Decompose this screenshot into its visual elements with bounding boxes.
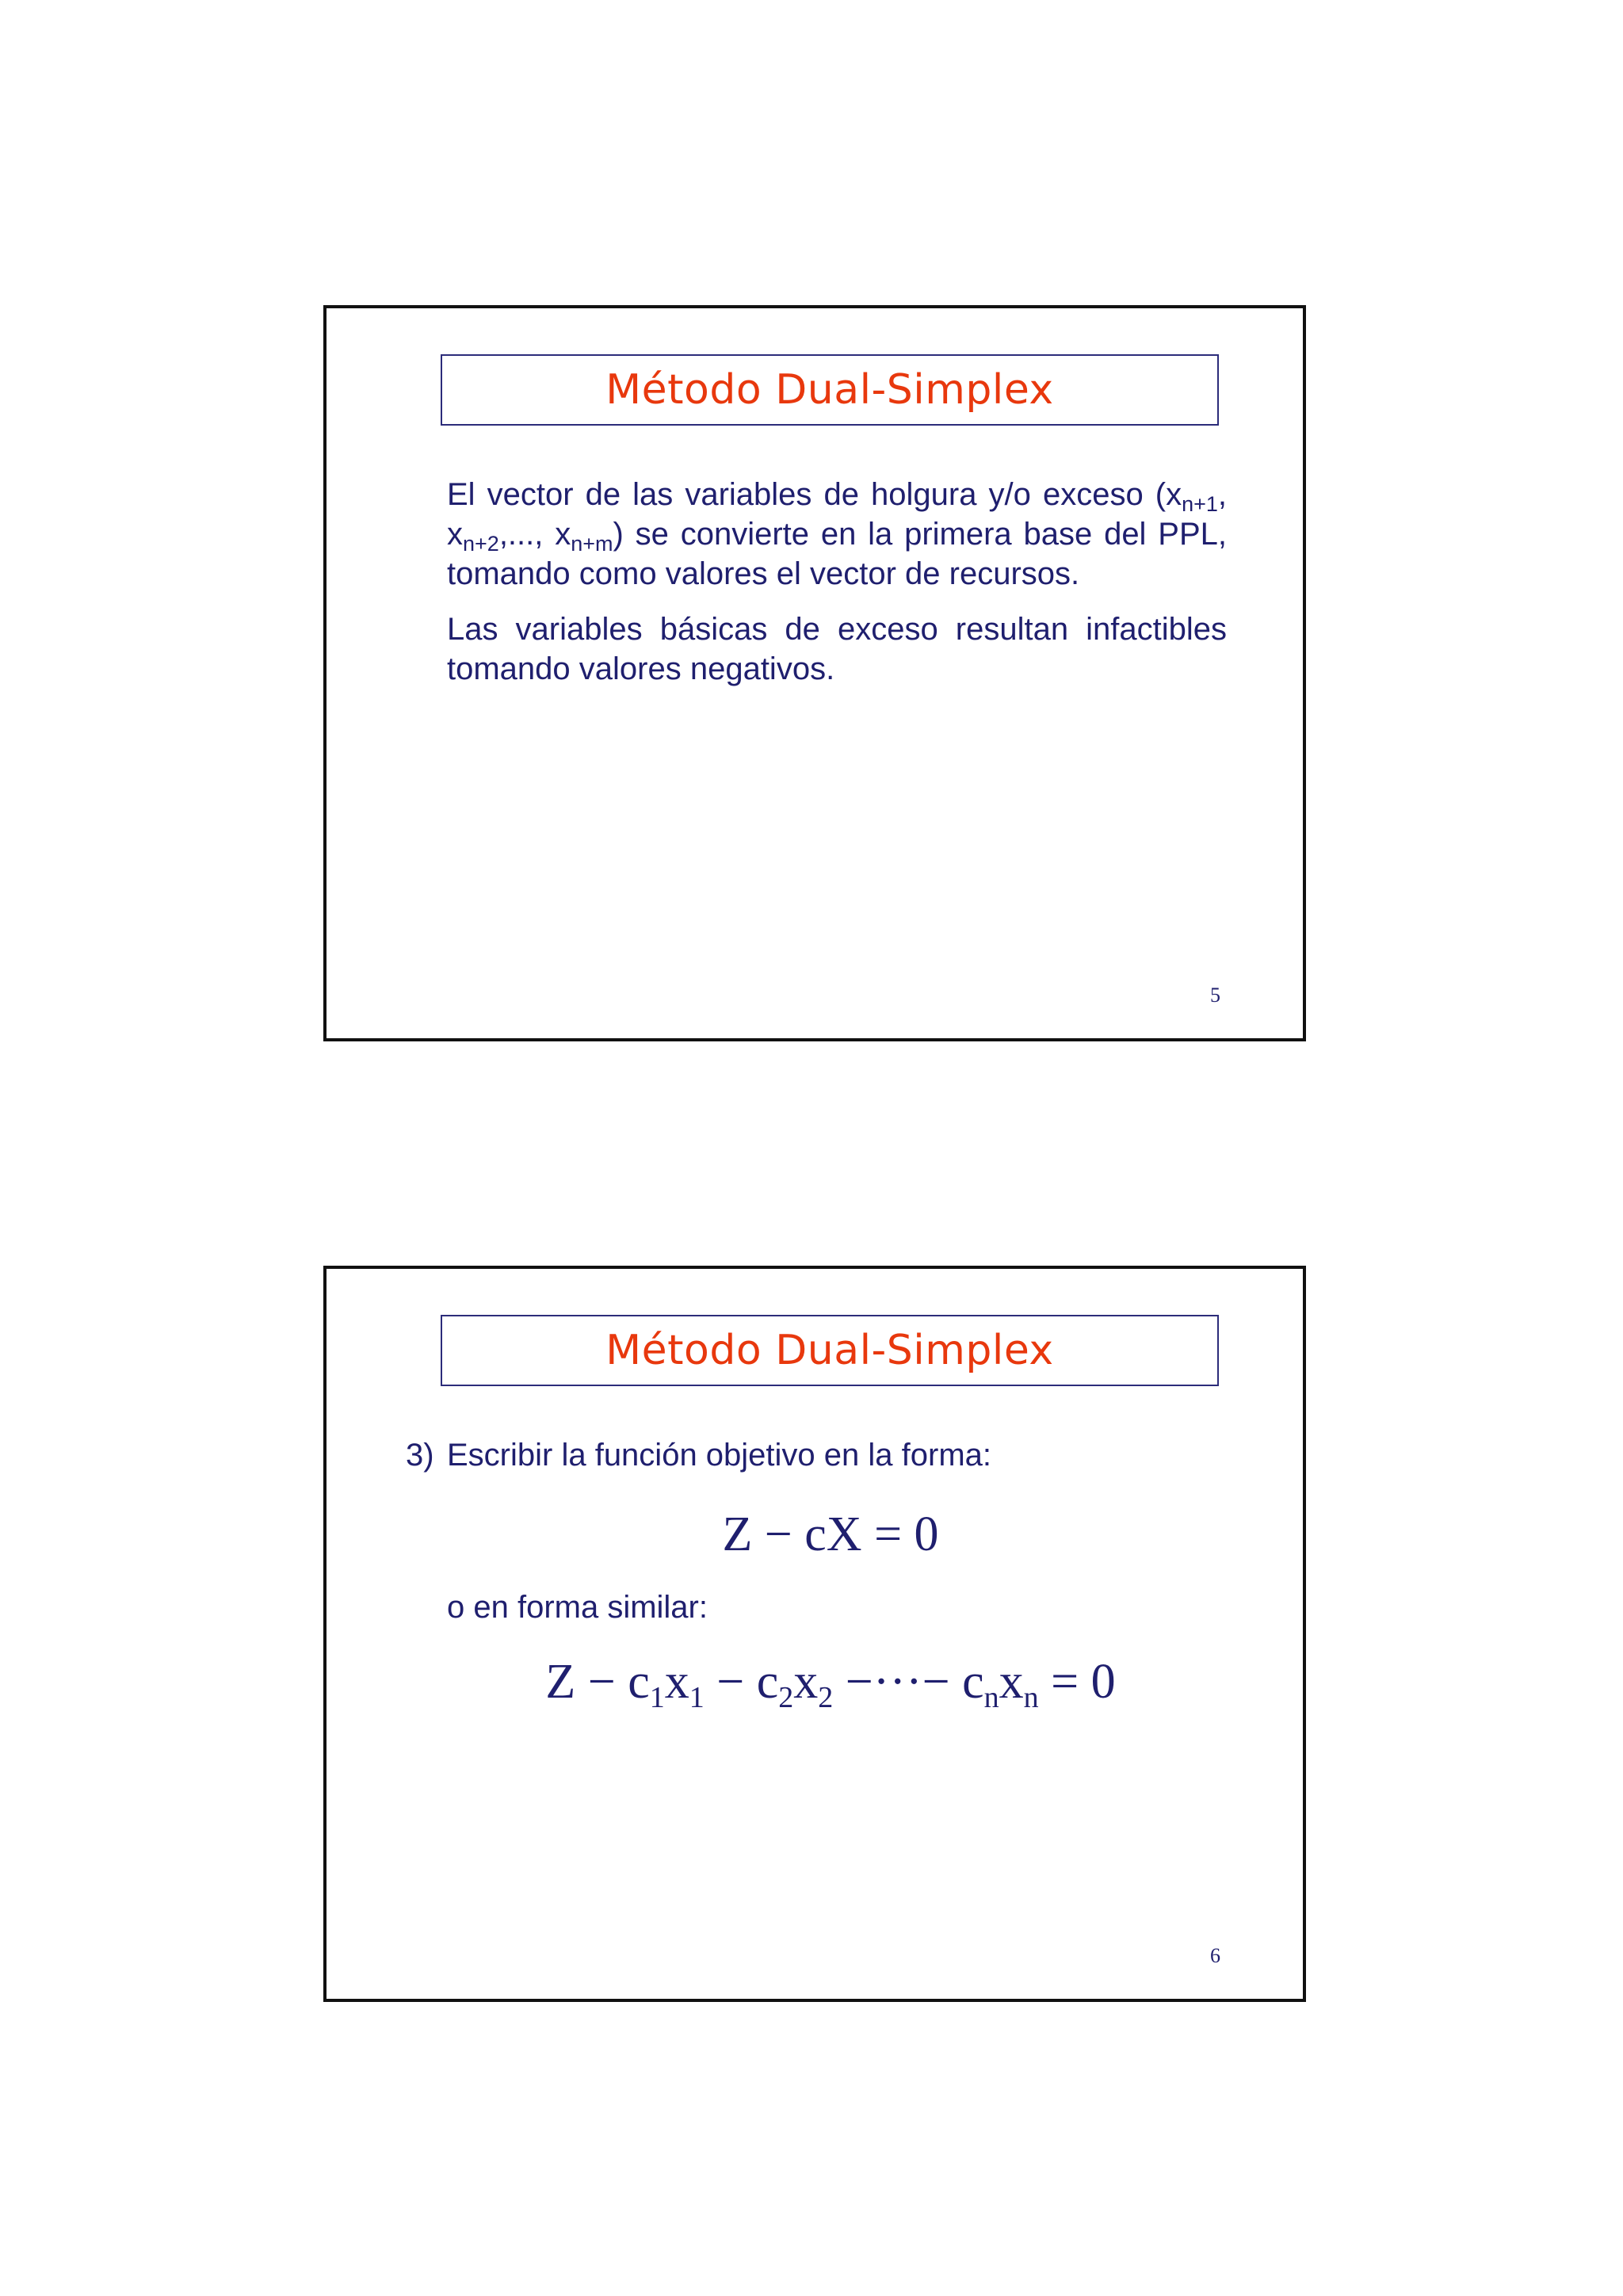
objective-equation-compact: Z − cX = 0 <box>722 1507 939 1561</box>
step-text: Escribir la función objetivo en la forma: <box>447 1438 991 1473</box>
slide-title: Método Dual-Simplex <box>605 1327 1054 1374</box>
slide-5 <box>323 305 1306 1041</box>
objective-equation-expanded: $Z - c_1x_1 - c_2x_2$ −···− $c_nx_n = 0$ <box>545 1655 1116 1714</box>
slide-6 <box>323 1266 1306 2002</box>
step-3-instruction <box>406 1435 991 1475</box>
page-number: 6 <box>1210 1944 1220 1967</box>
similar-form-caption: o en forma similar: <box>447 1590 708 1625</box>
slide-title: Método Dual-Simplex <box>605 366 1054 414</box>
paragraph-basic-variables: Las variables básicas de exceso resultan infactibles tomando valores negativos. <box>447 612 1227 686</box>
paragraph-slack-vector: El vector de las variables de holgura y/o exceso ($x_{n+1}$, $x_{n+2}$,..., $x_{n+m}$) se convierte en la primera base del PPL, tomando como valores el vector de recursos. <box>447 477 1227 591</box>
slide-title-box <box>441 354 1219 426</box>
slide-title-box <box>441 1315 1219 1386</box>
step-number: 3) <box>406 1438 434 1473</box>
page-number: 5 <box>1210 984 1220 1007</box>
